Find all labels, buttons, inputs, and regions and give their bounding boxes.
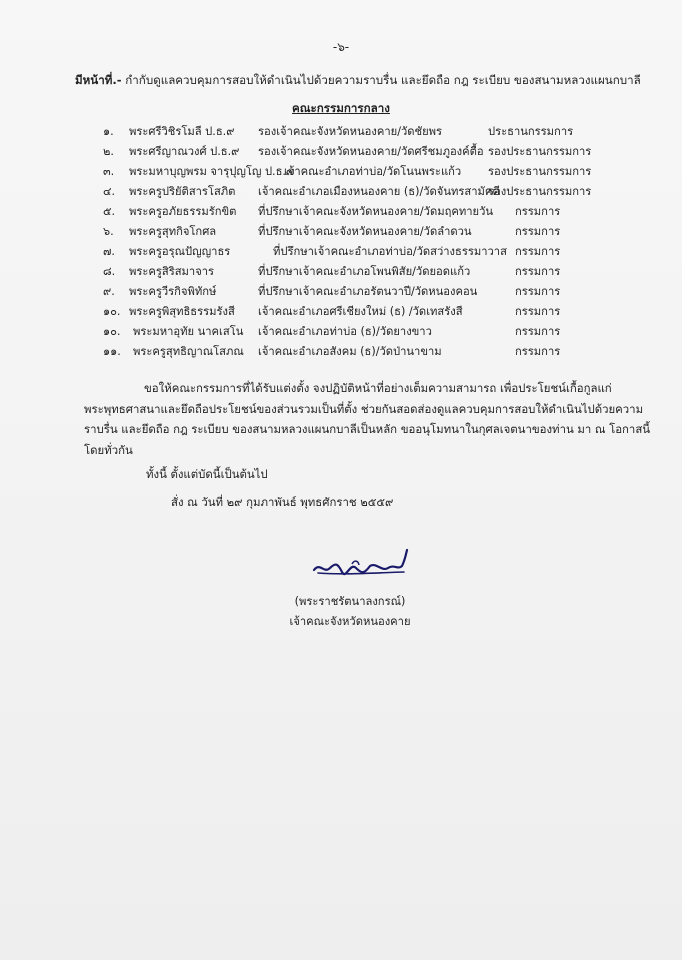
page-number: -๖- <box>332 40 350 54</box>
member-position: ที่ปรึกษาเจ้าคณะอำเภอท่าบ่อ/วัดสว่างธรรมาวาส <box>273 245 507 258</box>
member-number: ๑๐. <box>103 305 121 318</box>
member-name: พระมหาบุญพรม จารุปุญโญ ป.ธ.๗ <box>129 165 295 178</box>
member-number: ๖. <box>103 225 114 238</box>
member-role: กรรมการ <box>515 325 561 338</box>
member-role: กรรมการ <box>515 305 561 318</box>
member-role: ประธานกรรมการ <box>488 125 574 138</box>
member-role: รองประธานกรรมการ <box>488 165 592 178</box>
signature-image <box>312 548 412 584</box>
member-name: พระครูวีรกิจพิทักษ์ <box>129 285 217 298</box>
effective-clause: ทั้งนี้ ตั้งแต่บัดนี้เป็นต้นไป <box>146 467 268 481</box>
member-role: รองประธานกรรมการ <box>488 145 592 158</box>
member-number: ๒. <box>103 145 114 158</box>
member-name: พระศรีญาณวงศ์ ป.ธ.๙ <box>129 145 240 158</box>
member-name: พระครูอภัยธรรมรักขิต <box>129 205 237 218</box>
member-position: เจ้าคณะอำเภอสังคม (ธ)/วัดป่านาขาม <box>258 345 442 358</box>
committee-heading-wrap <box>0 100 682 118</box>
member-position: เจ้าคณะอำเภอท่าบ่อ/วัดโนนพระแก้ว <box>284 165 462 178</box>
member-role: กรรมการ <box>515 225 561 238</box>
signer-name: (พระราชรัตนาลงกรณ์) <box>294 595 406 608</box>
signer-title: เจ้าคณะจังหวัดหนองคาย <box>289 615 411 628</box>
paragraph-line: พระพุทธศาสนาและยึดถือประโยชน์ของส่วนรวมเป็นที่ตั้ง ช่วยกันสอดส่องดูแลควบคุมการสอบให้ดำเนินไปด้วยความ <box>84 401 644 416</box>
member-number: ๙. <box>103 285 115 298</box>
member-name: พระครูพิสุทธิธรรมรังสี <box>129 305 235 318</box>
body-paragraph <box>84 378 651 460</box>
paragraph-line: ขอให้คณะกรรมการที่ได้รับแต่งตั้ง จงปฏิบัติหน้าที่อย่างเต็มความสามารถ เพื่อประโยชน์เกื้อกูลแก่ <box>144 381 612 395</box>
member-number: ๓. <box>103 165 115 178</box>
committee-heading: คณะกรรมการกลาง <box>292 101 390 115</box>
member-position: ที่ปรึกษาเจ้าคณะจังหวัดหนองคาย/วัดลำดวน <box>258 225 472 238</box>
member-name: พระครูปริยัติสารโสภิต <box>129 185 236 198</box>
member-role: กรรมการ <box>515 285 561 298</box>
member-position: เจ้าคณะอำเภอศรีเชียงใหม่ (ธ) /วัดเทสรังสี <box>258 305 463 318</box>
member-name: พระครูอรุณปัญญาธร <box>129 245 231 258</box>
member-name: พระศรีวิชิรโมลี ป.ธ.๙ <box>129 125 235 138</box>
member-number: ๗. <box>103 245 115 258</box>
duty-label: มีหน้าที่.- <box>75 73 122 87</box>
member-role: กรรมการ <box>515 265 561 278</box>
member-name: พระมหาอุทัย นาคเสโน <box>133 325 244 338</box>
paragraph-line: โดยทั่วกัน <box>84 442 133 457</box>
member-name: พระครูสุทกิจโกศล <box>129 225 217 238</box>
member-name: พระครูสิริสมาจาร <box>129 265 215 278</box>
member-position: เจ้าคณะอำเภอเมืองหนองคาย (ธ)/วัดจันทรสามัคคี <box>258 185 500 198</box>
member-position: รองเจ้าคณะจังหวัดหนองคาย/วัดศรีชมภูองค์ตื้อ <box>258 145 484 158</box>
duty-statement <box>75 72 641 88</box>
member-role: กรรมการ <box>515 205 561 218</box>
member-number: ๘. <box>103 265 116 278</box>
member-number: ๑. <box>103 125 114 138</box>
member-number: ๔. <box>103 185 116 198</box>
order-date: สั่ง ณ วันที่ ๒๙ กุมภาพันธ์ พุทธศักราช ๒๕๕๙ <box>171 495 394 509</box>
paragraph-line: ราบรื่น และยึดถือ กฎ ระเบียบ ของสนามหลวงแผนกบาลีเป็นหลัก ขออนุโมทนาในกุศลเจตนาของท่าน มา ณ โอกาสนี้ <box>84 422 651 436</box>
member-position: เจ้าคณะอำเภอท่าบ่อ (ธ)/วัดยางขาว <box>258 325 432 338</box>
member-position: รองเจ้าคณะจังหวัดหนองคาย/วัดชัยพร <box>258 125 443 138</box>
member-role: กรรมการ <box>515 345 561 358</box>
member-role: รองประธานกรรมการ <box>488 185 592 198</box>
member-number: ๑๐. <box>103 325 121 338</box>
member-role: กรรมการ <box>515 245 561 258</box>
member-position: ที่ปรึกษาเจ้าคณะอำเภอโพนพิสัย/วัดยอดแก้ว <box>258 265 471 278</box>
member-position: ที่ปรึกษาเจ้าคณะจังหวัดหนองคาย/วัดมฤคทายวัน <box>258 205 494 218</box>
member-name: พระครูสุทธิญาณโสภณ <box>133 345 244 358</box>
duty-text: กำกับดูแลควบคุมการสอบให้ดำเนินไปด้วยความราบรื่น และยึดถือ กฎ ระเบียบ ของสนามหลวงแผนกบาลี <box>125 73 641 87</box>
member-number: ๕. <box>103 205 116 218</box>
member-number: ๑๑. <box>103 345 121 358</box>
member-position: ที่ปรึกษาเจ้าคณะอำเภอรัตนวาปี/วัดหนองคอน <box>258 285 478 298</box>
